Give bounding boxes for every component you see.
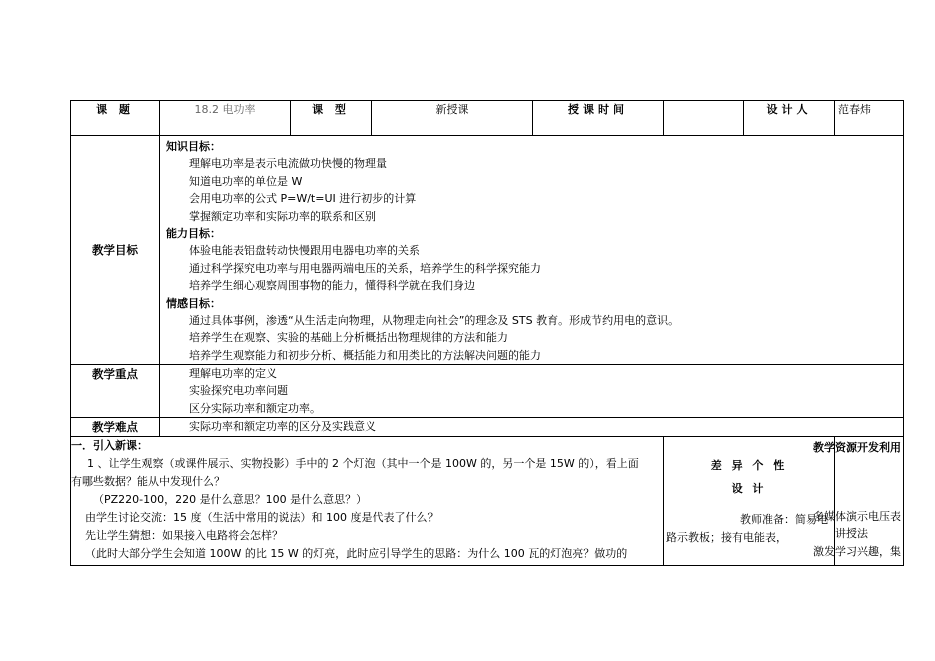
ability-item: 通过科学探究电功率与用电器两端电压的关系，培养学生的科学探究能力	[189, 261, 541, 275]
key-points-label: 教学重点	[71, 365, 160, 418]
designer-value: 范春炜	[835, 101, 904, 136]
emotion-item: 培养学生在观察、实验的基础上分析概括出物理规律的方法和能力	[189, 331, 508, 345]
diff-text-1: 教师准备：简易电	[740, 513, 828, 527]
objectives-row	[71, 136, 904, 365]
differentiated-design	[664, 436, 835, 565]
ability-title: 能力目标：	[166, 226, 221, 240]
ability-item: 培养学生细心观察周围事物的能力，懂得科学就在我们身边	[189, 279, 475, 293]
emotion-item: 通过具体事例，渗透“从生活走向物理，从物理走向社会”的理念及 STS 教育。形成节约用电的意识。	[189, 313, 680, 327]
resources-column	[813, 436, 904, 565]
intro-row	[71, 436, 904, 565]
emotion-title: 情感目标：	[166, 296, 221, 310]
intro-line: 由学生讨论交流：15 度（生活中常用的说法）和 100 度是代表了什么？	[85, 510, 439, 524]
intro-line: 先让学生猜想：如果接入电路将会怎样？	[85, 528, 283, 542]
key-points-content	[160, 365, 904, 418]
resources-text-2: 讲授法	[835, 527, 868, 541]
diff-title-2: 设 计	[731, 482, 767, 496]
key-point-item: 实验探究电功率问题	[189, 384, 288, 398]
designer-label: 设计人	[744, 101, 835, 136]
difficulty-label: 教学难点	[71, 418, 160, 436]
knowledge-title: 知识目标：	[166, 140, 221, 153]
emotion-item: 培养学生观察能力和初步分析、概括能力和用类比的方法解决问题的能力	[189, 348, 541, 362]
resources-title: 教学资源开发利用	[813, 440, 901, 454]
knowledge-item: 会用电功率的公式 P=W/t=UI 进行初步的计算	[189, 192, 417, 206]
difficulty-row	[71, 418, 904, 436]
knowledge-item: 掌握额定功率和实际功率的联系和区别	[189, 209, 376, 223]
intro-content	[71, 436, 664, 565]
objectives-content	[160, 136, 904, 365]
topic-label: 课 题	[71, 101, 160, 136]
diff-title-1: 差 异 个 性	[710, 458, 788, 472]
time-value	[664, 101, 744, 136]
header-row	[71, 101, 904, 136]
intro-line: 1 、让学生观察（或课件展示、实物投影）手中的 2 个灯泡（其中一个是 100W 的，另一个是 15W 的），看上面	[87, 456, 639, 470]
topic-value: 18.2 电功率	[160, 101, 291, 136]
objectives-label: 教学目标	[71, 136, 160, 365]
diff-text-2: 路示教板；接有电能表，	[666, 530, 787, 544]
intro-line: （此时大部分学生会知道 100W 的比 15 W 的灯亮，此时应引导学生的思路：为什么 100 瓦的灯泡亮？做功的	[85, 546, 628, 560]
knowledge-item: 知道电功率的单位是 W	[189, 174, 303, 188]
intro-line: 有哪些数据？能从中发现什么？	[71, 474, 225, 488]
key-points-row	[71, 365, 904, 418]
difficulty-text: 实际功率和额定功率的区分及实践意义	[189, 420, 376, 434]
key-point-item: 理解电功率的定义	[189, 367, 277, 381]
type-label: 课 型	[291, 101, 372, 136]
intro-line: （PZ220-100，220 是什么意思？100 是什么意思？）	[93, 492, 368, 506]
intro-title: 一．引入新课：	[71, 438, 148, 452]
lesson-plan-table	[70, 100, 904, 566]
knowledge-item: 理解电功率是表示电流做功快慢的物理量	[189, 157, 387, 171]
resources-text-3: 激发学习兴趣，集	[813, 544, 901, 558]
difficulty-content	[160, 418, 904, 436]
time-label: 授课时间	[533, 101, 664, 136]
key-point-item: 区分实际功率和额定功率。	[189, 401, 321, 415]
resources-text-1: 多媒体演示电压表	[813, 510, 901, 524]
ability-item: 体验电能表铝盘转动快慢跟用电器电功率的关系	[189, 244, 420, 258]
type-value: 新授课	[372, 101, 533, 136]
